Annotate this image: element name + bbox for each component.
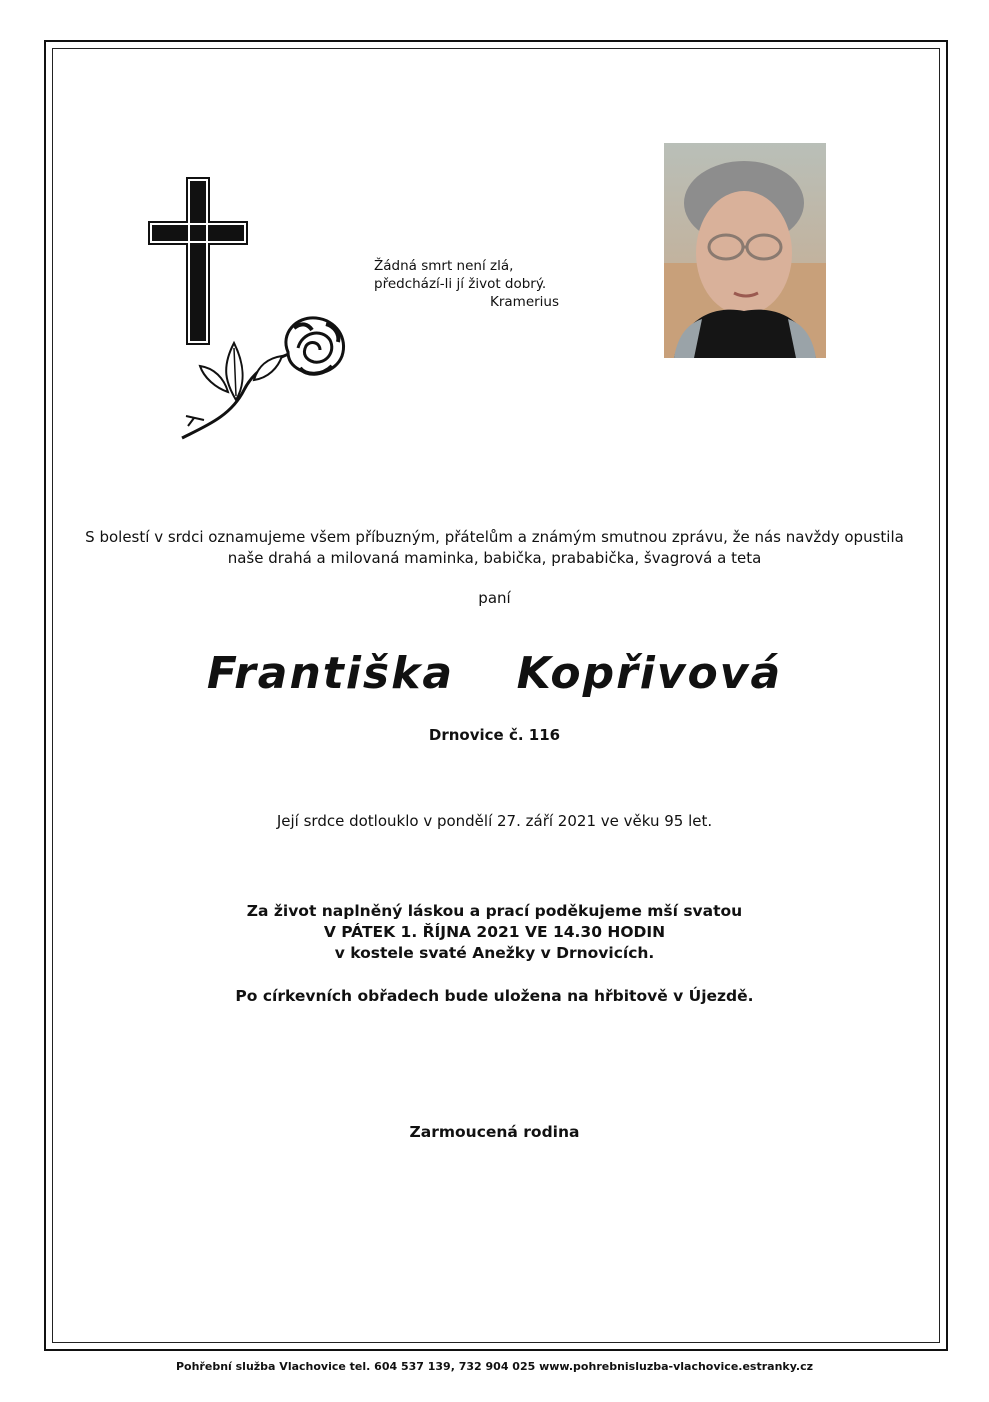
funeral-line: V PÁTEK 1. ŘÍJNA 2021 VE 14.30 HODIN [323,923,666,941]
honorific: paní [478,589,511,607]
footer-contact: Pohřební služba Vlachovice tel. 604 537 139, 732 904 025 www.pohrebnisluzba-vlachovice.estranky.cz [175,1360,813,1373]
quote-line: Žádná smrt není zlá, [374,258,514,274]
burial-notice: Po církevních obřadech bude uložena na hřbitově v Újezdě. [235,987,754,1005]
announcement-line: S bolestí v srdci oznamujeme všem příbuzným, přátelům a známým smutnou zprávu, že nás navždy opustila [85,528,904,546]
announcement-line: naše drahá a milovaná maminka, babička, prababička, švagrová a teta [227,549,762,567]
deceased-name: Františka Kopřivová [206,648,783,699]
quote-block [374,257,559,311]
quote-author: Kramerius [490,294,560,310]
quote-line: předchází-li jí život dobrý. [374,276,547,292]
portrait-photo [664,143,826,358]
funeral-line: v kostele svaté Anežky v Drnovicích. [334,944,655,962]
signature: Zarmoucená rodina [409,1123,580,1141]
funeral-details [0,901,989,964]
funeral-line: Za život naplněný láskou a prací poděkujeme mší svatou [246,902,743,920]
deceased-address: Drnovice č. 116 [428,726,561,744]
death-notice: Její srdce dotlouklo v pondělí 27. září 2021 ve věku 95 let. [276,812,713,830]
rose-icon [176,308,356,444]
announcement [0,527,989,569]
